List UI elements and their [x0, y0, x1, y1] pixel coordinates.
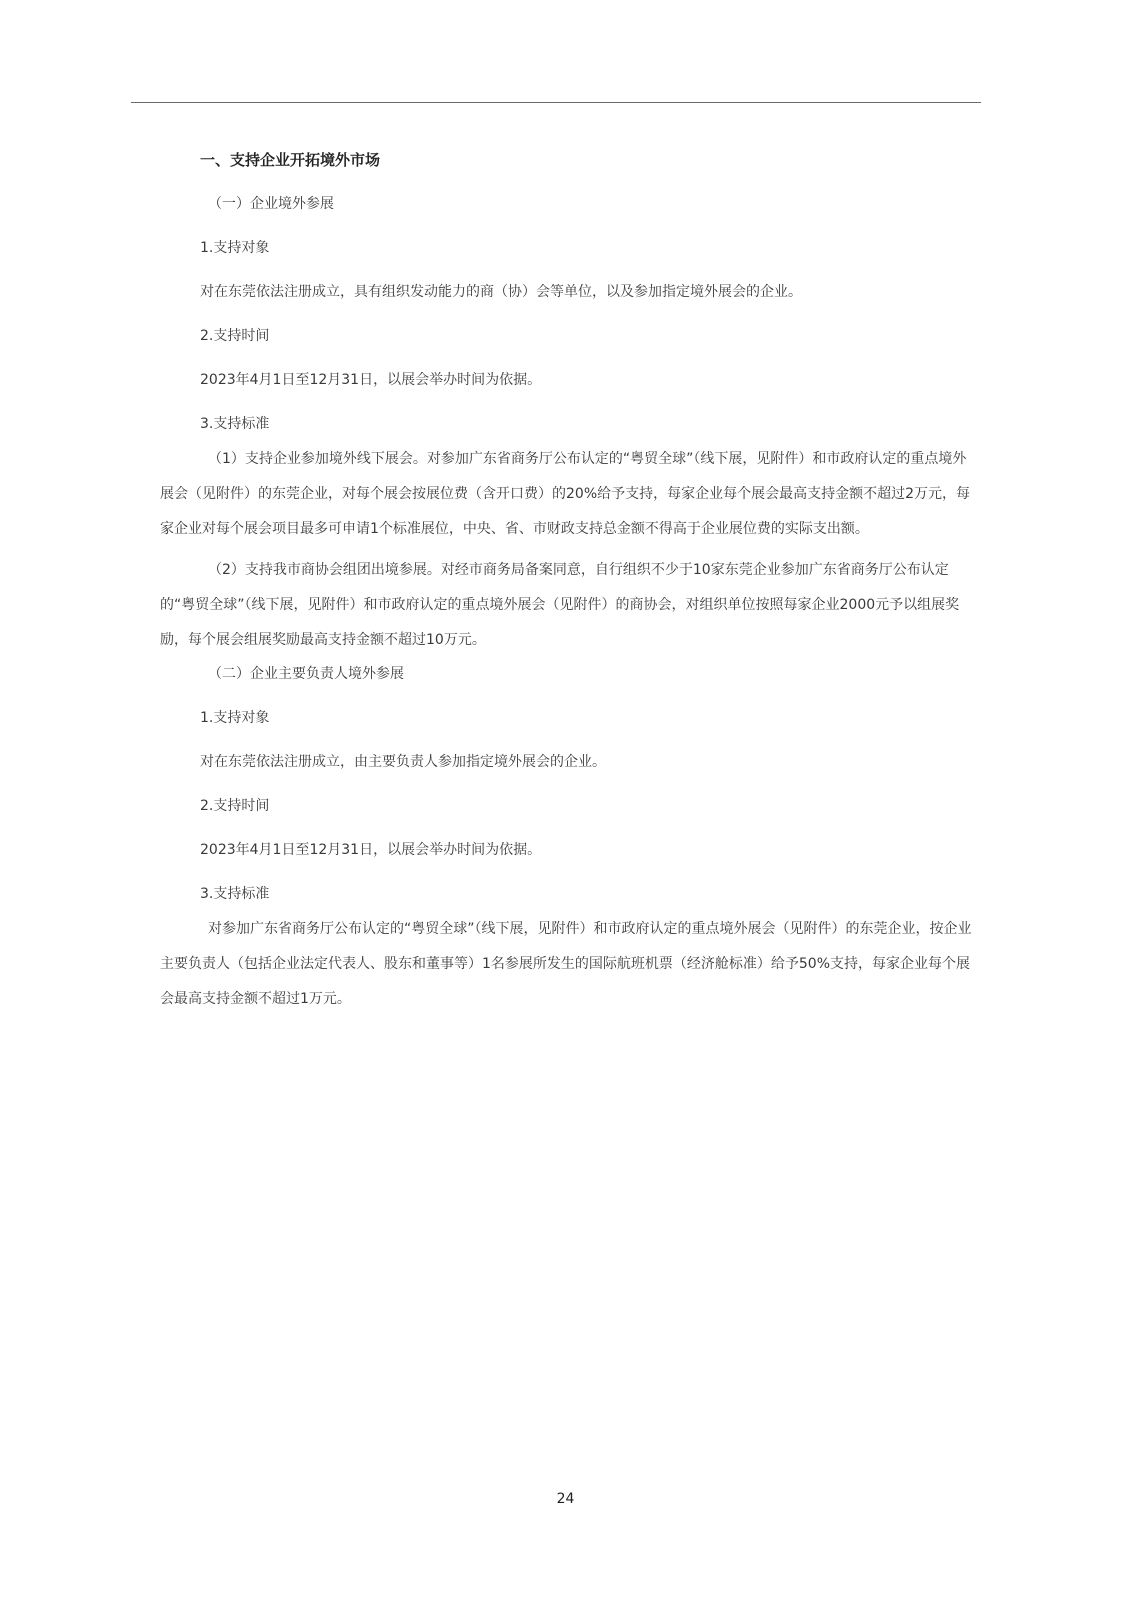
support-time-label: 2.支持时间 [200, 328, 270, 344]
support-standard-label: 3.支持标准 [200, 416, 270, 432]
page-number: 24 [556, 1491, 575, 1507]
section-heading: 一、支持企业开拓境外市场 [200, 151, 381, 169]
support-time-text: 2023年4月1日至12月31日，以展会举办时间为依据。 [200, 372, 542, 388]
standard-paragraph-2: （2）支持我市商协会组团出境参展。对经市商务局备案同意，自行组织不少于10家东莞企业参加广东省商务厅公布认定的“粤贸全球”（线下展，见附件）和市政府认定的重点境外展会（见附件）的商协会，对组织单位按照每家企业2000元予以组展奖励，每个展会组展奖励最高支持金额不超过10万元。 [160, 562, 960, 648]
document-body [160, 150, 980, 1017]
standard-paragraph-1: （1）支持企业参加境外线下展会。对参加广东省商务厅公布认定的“粤贸全球”（线下展，见附件）和市政府认定的重点境外展会（见附件）的东莞企业，对每个展会按展位费（含开口费）的20%给予支持，每家企业每个展会最高支持金额不超过2万元，每家企业对每个展会项目最多可申请1个标准展位，中央、省、市财政支持总金额不得高于企业展位费的实际支出额。 [160, 451, 971, 537]
support-time-label: 2.支持时间 [200, 798, 270, 814]
subsection-title-1: （一）企业境外参展 [208, 196, 334, 212]
header-rule [131, 102, 981, 103]
support-standard-label: 3.支持标准 [200, 886, 270, 902]
standard-paragraph-3: 对参加广东省商务厅公布认定的“粤贸全球”（线下展，见附件）和市政府认定的重点境外展会（见附件）的东莞企业，按企业主要负责人（包括企业法定代表人、股东和董事等）1名参展所发生的国际航班机票（经济舱标准）给予50%支持，每家企业每个展会最高支持金额不超过1万元。 [160, 921, 972, 1007]
subsection-title-2: （二）企业主要负责人境外参展 [208, 666, 404, 682]
support-time-text: 2023年4月1日至12月31日，以展会举办时间为依据。 [200, 842, 542, 858]
support-object-label: 1.支持对象 [200, 710, 270, 726]
support-object-label: 1.支持对象 [200, 240, 270, 256]
support-object-text: 对在东莞依法注册成立，由主要负责人参加指定境外展会的企业。 [200, 754, 606, 770]
support-object-text: 对在东莞依法注册成立，具有组织发动能力的商（协）会等单位，以及参加指定境外展会的企业。 [200, 284, 802, 300]
